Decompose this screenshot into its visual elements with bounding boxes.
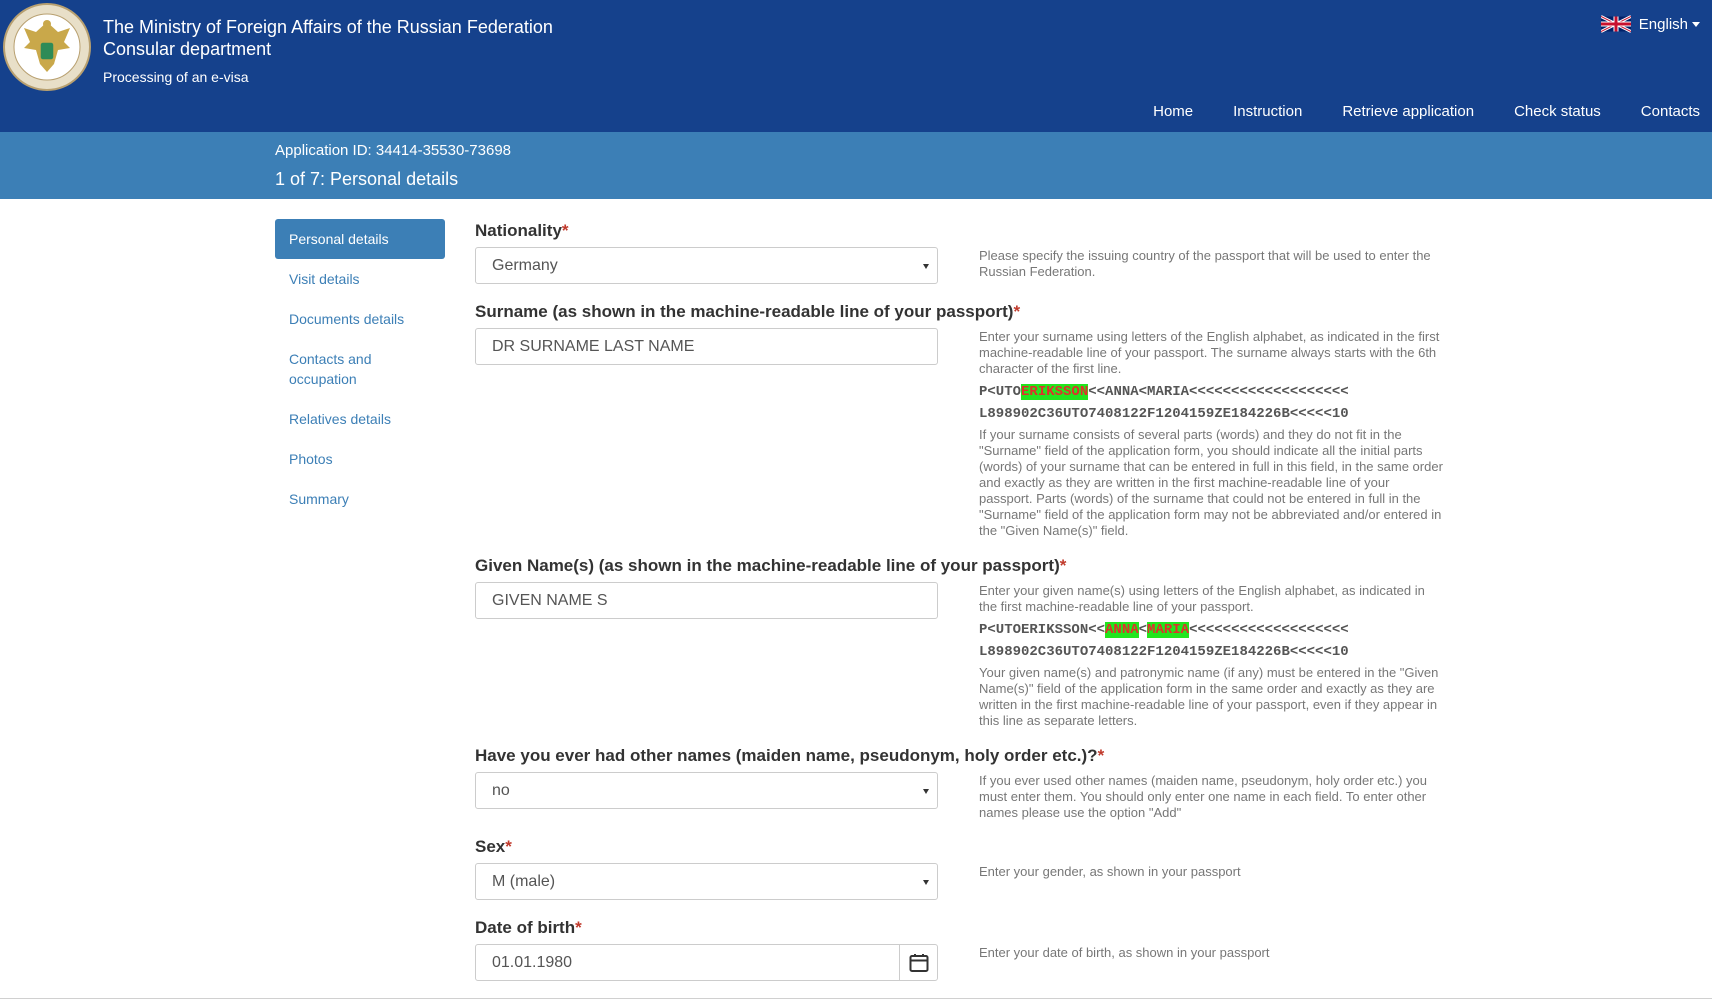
select-arrow-icon (923, 264, 929, 269)
given-names-input[interactable] (475, 582, 938, 619)
service-subtitle: Processing of an e-visa (103, 69, 249, 85)
sex-value: M (male) (492, 873, 556, 890)
language-selector[interactable] (1601, 14, 1700, 34)
sidebar-item-contacts-and-occupation[interactable]: Contacts and occupation (289, 351, 372, 387)
language-label: English (1638, 15, 1688, 33)
mrz-highlight: ERIKSSON (1021, 384, 1089, 400)
sex-help: Enter your gender, as shown in your passport (979, 864, 1241, 879)
application-band (0, 132, 1712, 199)
nationality-label: Nationality* (475, 221, 569, 240)
given-names-mrz-line2: L898902C36UTO7408122F1204159ZE184226B<<<<<10 (979, 644, 1349, 660)
nav-instruction[interactable]: Instruction (1233, 103, 1303, 120)
sidebar-item-relatives-details[interactable]: Relatives details (289, 411, 391, 427)
sidebar-item-personal-details[interactable]: Personal details (275, 219, 445, 259)
nav-retrieve-application[interactable]: Retrieve application (1342, 103, 1475, 120)
site-header (0, 0, 1712, 132)
given-names-help-details: Your given name(s) and patronymic name (if any) must be entered in the "Given Name(s)" field of the application form in the same order and exactly as they are written in the first machine-readable line of your passport, even if they appear in this line as separate letters. (979, 665, 1439, 728)
other-names-help: If you ever used other names (maiden name, pseudonym, holy order etc.) you must enter them. You should only enter one name in each field. To enter other names please use the option "Add" (979, 773, 1428, 820)
dob-value: 01.01.1980 (492, 954, 573, 971)
select-arrow-icon (923, 880, 929, 885)
nationality-select[interactable] (475, 247, 938, 284)
required-mark: * (561, 221, 569, 240)
surname-value: DR SURNAME LAST NAME (492, 338, 695, 355)
sex-select[interactable] (475, 863, 938, 900)
other-names-value: no (492, 782, 510, 799)
sidebar-item-visit-details[interactable]: Visit details (289, 271, 360, 287)
ministry-title: The Ministry of Foreign Affairs of the Russian Federation (103, 17, 553, 37)
application-id: Application ID: 34414-35530-73698 (275, 142, 512, 159)
uk-flag-icon (1601, 14, 1631, 34)
surname-help-text: Enter your surname using letters of the English alphabet, as indicated in the first machine-readable line of your passport. The surname always starts with the 6th character of the first line. (979, 329, 1440, 376)
nav-home[interactable]: Home (1153, 103, 1194, 120)
surname-input[interactable] (475, 328, 938, 365)
mrz-highlight: ANNA (1105, 622, 1139, 638)
nav-contacts[interactable]: Contacts (1640, 103, 1700, 120)
nationality-help: Please specify the issuing country of the passport that will be used to enter the Russian Federation. (979, 248, 1431, 279)
sidebar-item-documents-details[interactable]: Documents details (289, 311, 405, 327)
given-names-value: GIVEN NAME S (492, 592, 608, 609)
surname-mrz-line2: L898902C36UTO7408122F1204159ZE184226B<<<<<10 (979, 406, 1349, 422)
required-mark: * (505, 837, 512, 856)
dob-label: Date of birth* (475, 918, 582, 937)
given-names-label: Given Name(s) (as shown in the machine-readable line of your passport)* (475, 556, 1067, 575)
calendar-icon (909, 953, 929, 973)
nationality-value: Germany (492, 257, 558, 274)
given-names-help-text: Enter your given name(s) using letters of the English alphabet, as indicated in the first machine-readable line of your passport. (979, 583, 1425, 614)
mrz-highlight: MARIA (1147, 622, 1190, 638)
ministry-emblem-icon (2, 2, 92, 92)
surname-mrz-line1: P<UTOERIKSSON<<ANNA<MARIA<<<<<<<<<<<<<<<<<<< (979, 384, 1349, 400)
select-arrow-icon (923, 789, 929, 794)
divider (0, 998, 1712, 999)
top-navigation (1153, 103, 1700, 120)
required-mark: * (1059, 556, 1067, 575)
required-mark: * (1013, 302, 1021, 321)
steps-sidebar (275, 219, 445, 519)
department-title: Consular department (103, 39, 272, 59)
nav-check-status[interactable]: Check status (1514, 103, 1601, 120)
dob-help: Enter your date of birth, as shown in your passport (979, 945, 1270, 960)
dob-input[interactable] (475, 944, 938, 981)
sidebar-item-summary[interactable]: Summary (289, 491, 349, 507)
step-title: 1 of 7: Personal details (275, 169, 459, 189)
calendar-button[interactable] (899, 945, 937, 980)
surname-help (979, 329, 1445, 539)
other-names-label: Have you ever had other names (maiden name, pseudonym, holy order etc.)?* (475, 746, 1105, 765)
sex-label: Sex* (475, 837, 512, 856)
sidebar-item-photos[interactable]: Photos (289, 451, 333, 467)
other-names-select[interactable] (475, 772, 938, 809)
given-names-help (979, 583, 1445, 729)
surname-help-details: If your surname consists of several parts (words) and they do not fit in the "Surname" field of the application form, you should indicate all the initial parts (words) of your surname that can be entered in full in this field, in the same order and exactly as they are written in the first machine-readable line of your passport. Parts (words) of the surname that could not be entered in full in the "Surname" field of the application form may not be abbreviated and/or entered in the "Given Name(s)" field. (979, 427, 1443, 538)
surname-label: Surname (as shown in the machine-readable line of your passport)* (475, 302, 1021, 321)
required-mark: * (575, 918, 582, 937)
chevron-down-icon (1692, 22, 1700, 27)
required-mark: * (1097, 746, 1105, 765)
given-names-mrz-line1: P<UTOERIKSSON<<ANNA<MARIA<<<<<<<<<<<<<<<<<<< (979, 622, 1349, 638)
